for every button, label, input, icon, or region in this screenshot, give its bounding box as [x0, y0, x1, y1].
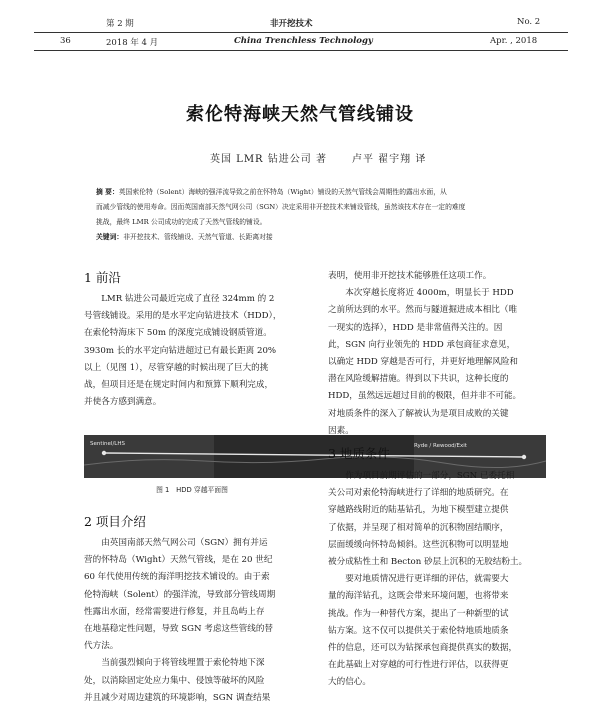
issue-label: 第 2 期: [106, 19, 134, 29]
section-3-heading: 3 地质条件: [328, 446, 390, 461]
abstract-line-3: 挑战，最终 LMR 公司成功的完成了天然气管线的铺设。: [96, 218, 267, 226]
section-1-paragraph: LMR 钻进公司最近完成了直径 324mm 的 2 号管线铺设。采用的是水平定向钻进技术（HDD）， 在索伦特海床下 50m 的深度完成铺设钢质管道。 3930m 长的水平定向钻进超过已有最长距离 20% 以上（见图 1），尽管穿越的时候出现了巨大的挑 战，但项目还是在规定时间内和预算下顺利完成， 并使各方感到满意。: [84, 294, 282, 408]
keywords-line: [96, 230, 526, 245]
journal-title-en: China Trenchless Technology: [234, 36, 373, 46]
figure-1-caption: 图 1 HDD 穿越平面图: [156, 486, 228, 494]
abstract-line-2: 而减少管线的使用寿命。因而英国南部天然气网公司（SGN）决定采用非开挖技术来铺设管线，虽然该技术存在一定的难度: [96, 203, 466, 211]
abstract-line-1: 摘 要：英国索伦特（Solent）海峡的强洋流导致之前在怀特岛（Wight）铺设的天然气管线会周期性的露出水面，从: [96, 188, 447, 196]
figure-label-left: Sentinel/LHS: [90, 441, 125, 447]
issue-label-en: No. 2: [517, 17, 541, 27]
authors-translators: 卢平 翟宇翔 译: [352, 154, 427, 165]
page-number: 36: [60, 36, 71, 46]
keywords-label: 关键词：: [96, 233, 124, 241]
abstract-block: [96, 185, 526, 245]
keywords: 非开挖技术、管线铺设、天然气管道、长距离对接: [123, 233, 273, 241]
authors-original: 英国 LMR 钻进公司 著: [210, 154, 327, 165]
header-rule-thin: [34, 32, 568, 33]
section-2-paragraphs: 由英国南部天然气网公司（SGN）拥有并运 营的怀特岛（Wight）天然气管线，是在 20 世纪 60 年代使用传统的海洋明挖技术铺设的。由于索 伦特海峡（Solent）的强洋流，导致部分管线周期 性露出水面，经常需要进行修复，并且岛屿上存 在地基稳定性问题，导致 SGN 考虑这些管线的替 代方法。 当前强烈倾向于将管线埋置于索伦特地下深 处，以消除固定处应力集中、侵蚀等破坏的风险 并且减少对周边建筑的环境影响，SGN 调查结果: [84, 538, 276, 703]
date-label-en: Apr. , 2018: [490, 36, 538, 46]
header-rule: [34, 50, 568, 51]
date-label: 2018 年 4 月: [106, 38, 159, 48]
section-3-paragraphs: 作为项目前期评估的一部分，SGN 已委托相 关公司对索伦特海峡进行了详细的地质研究。在 穿越路线附近的陆基钻孔，为地下模型建立提供 了依据，并呈现了相对简单的沉积物固结顺序， 层面缓缓向怀特岛倾斜。这些沉积物可以明显地 被分成粘性土和 Becton 砂层上沉积的无胶结粉土。 要对地质情况进行更详细的评估，就需要大 量的海洋钻孔，这既会带来环境问题，也将带来 挑战。作为一种替代方案，提出了一种新型的试 钻方案。这不仅可以提供关于索伦特地质地质条 件的信息，还可以为钻探承包商提供真实的数据， 在此基础上对穿越的可行性进行评估，以获得更 大的信心。: [328, 471, 528, 688]
figure-label-right: Ryde / Rewood/Exit: [414, 443, 467, 449]
right-column-upper: 表明，使用非开挖技术能够胜任这项工作。 本次穿越长度将近 4000m，明显长于 HDD 之前所达到的水平。然而与隧道掘进成本相比（唯 一现实的选择），HDD 是非常值得关注的。因 此，SGN 向行业领先的 HDD 承包商征求意见， 以确定 HDD 穿越是否可行，并更好地理解风险和 潜在风险缓解措施。得到以下共识，这种长度的 HDD，虽然远远超过目前的极限，但并非不可能。 对地质条件的深入了解被认为是项目成败的关键 因素。: [328, 271, 522, 436]
section-2-heading: 2 项目介绍: [84, 514, 146, 529]
journal-title-cn: 非开挖技术: [270, 19, 313, 29]
section-1-heading: 1 前沿: [84, 270, 121, 285]
article-title: 索伦特海峡天然气管线铺设: [186, 104, 414, 125]
abstract-label: 摘 要：: [96, 188, 119, 196]
